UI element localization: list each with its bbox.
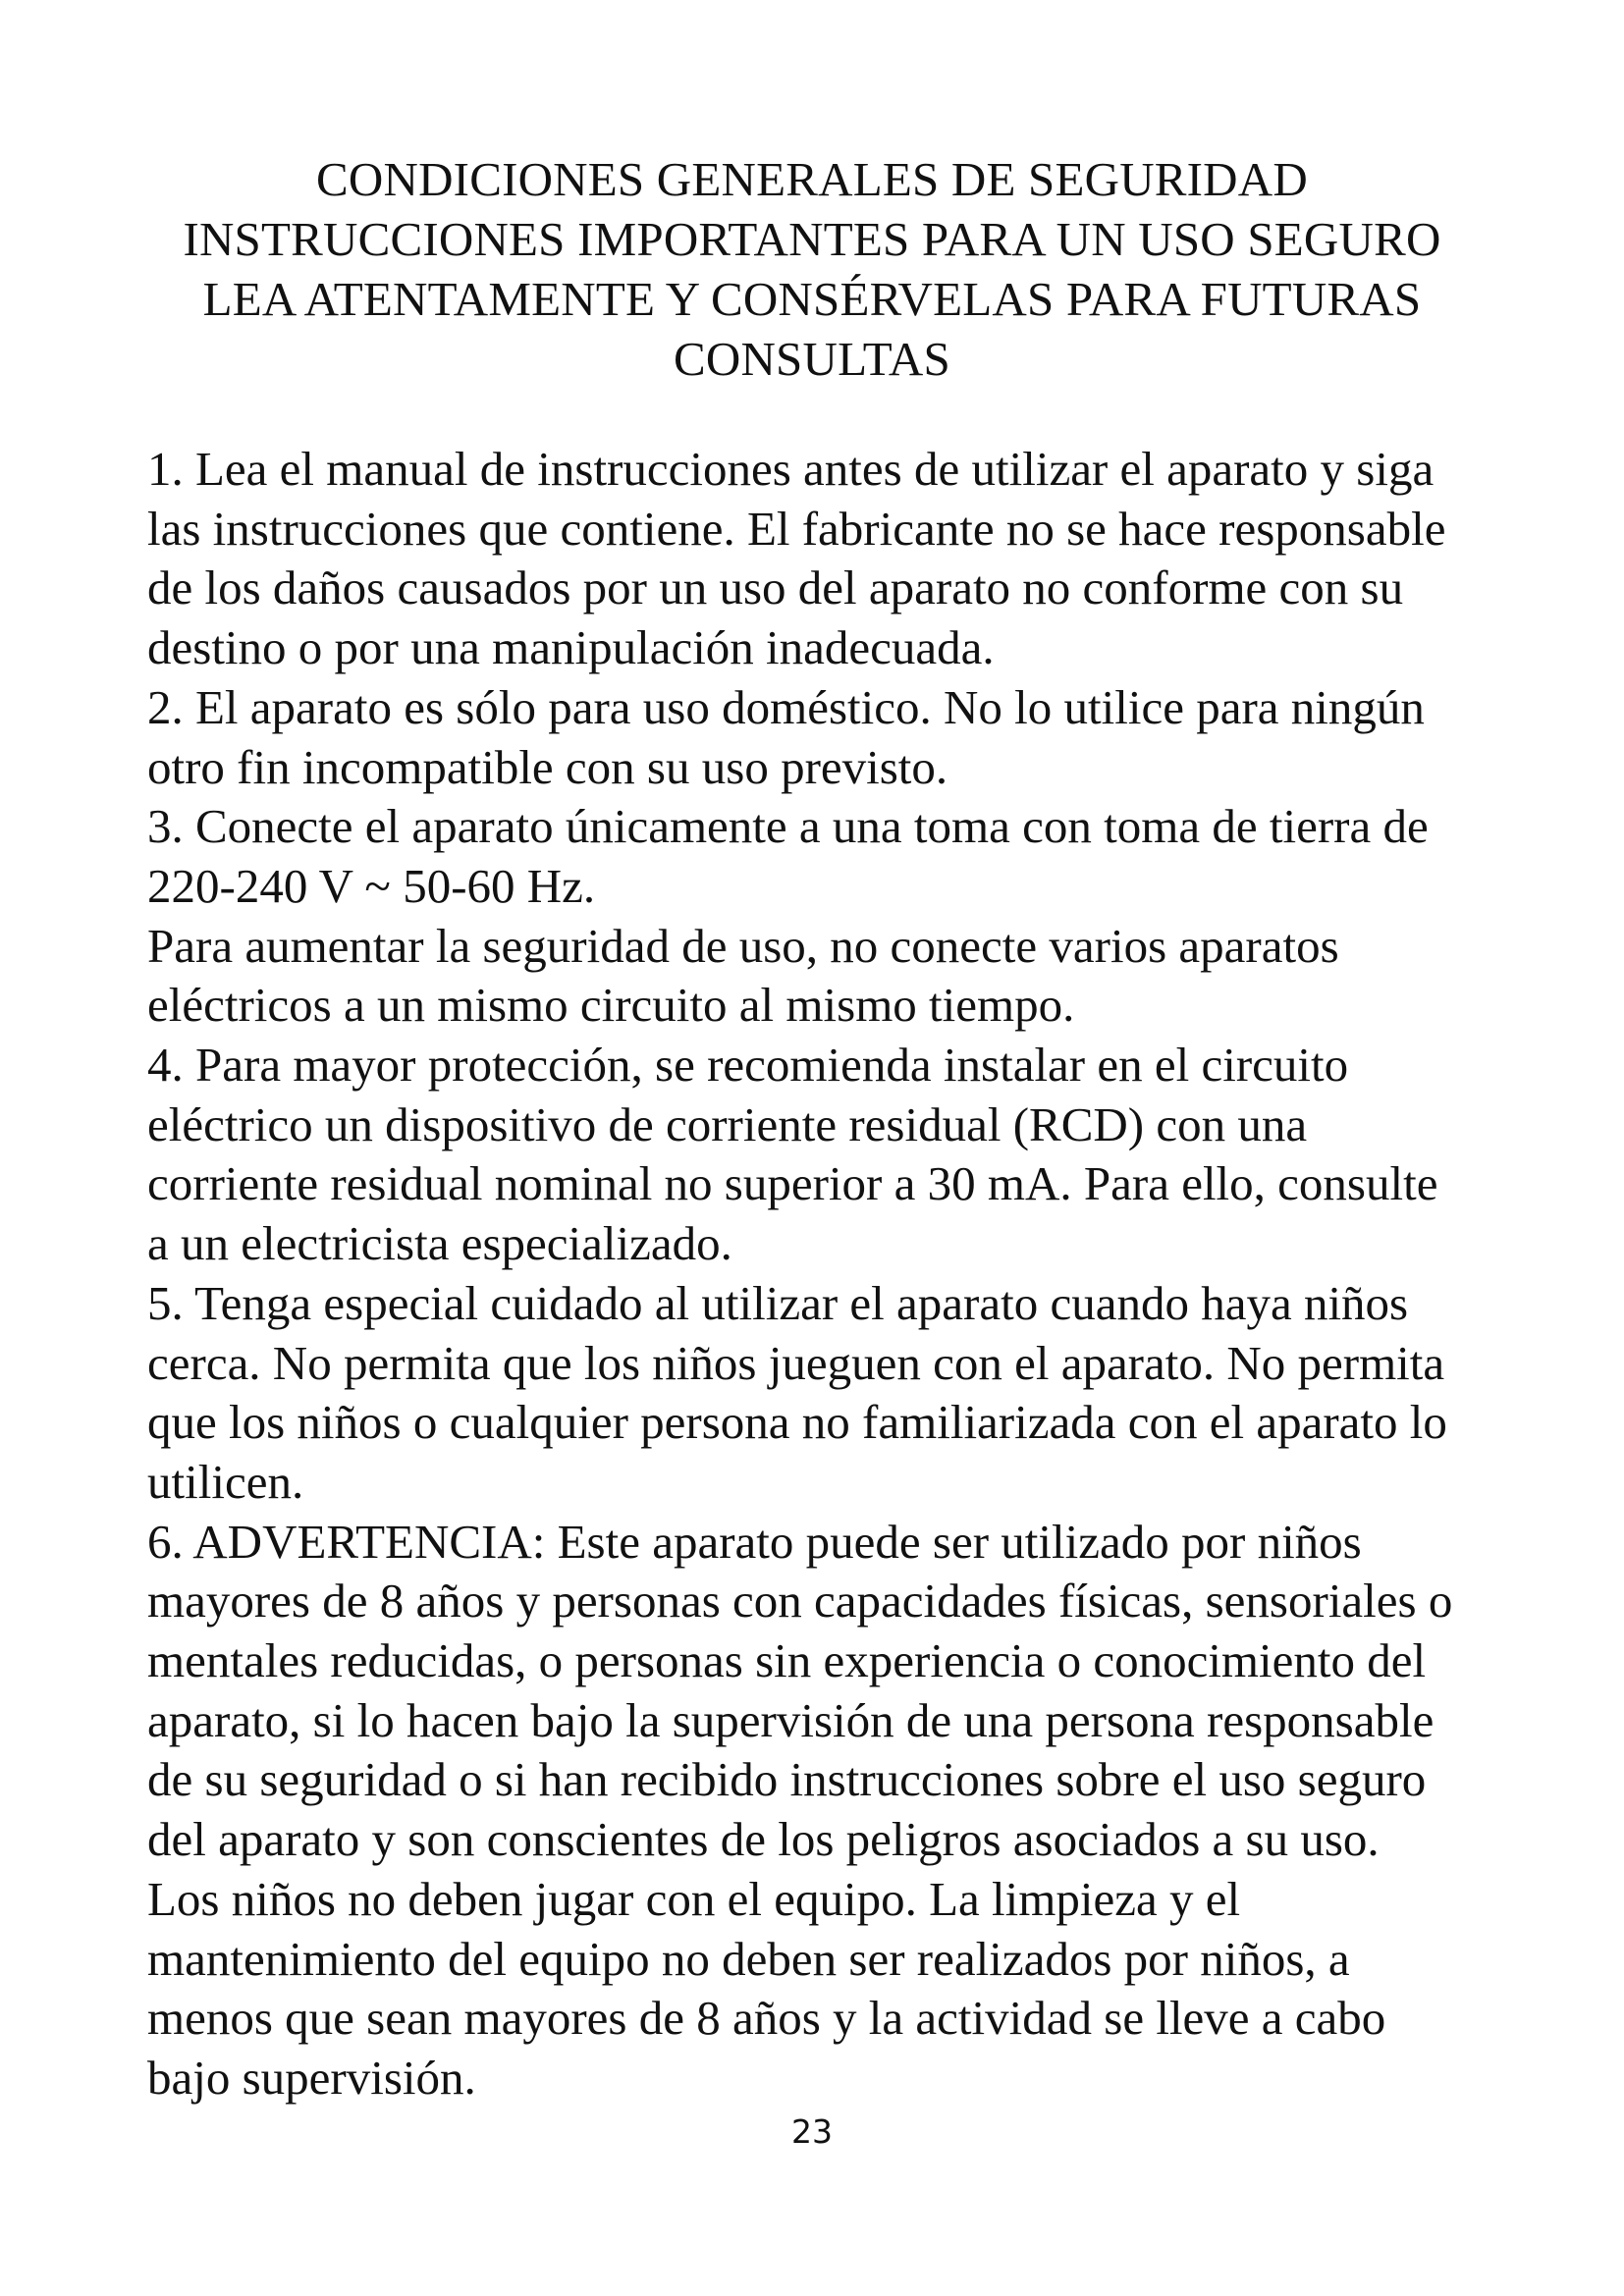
instruction-line: eléctrico un dispositivo de corriente residual (RCD) con una — [147, 1096, 1308, 1151]
instruction-line: que los niños o cualquier persona no familiarizada con el aparato lo — [147, 1395, 1447, 1450]
instruction-line: 2. El aparato es sólo para uso doméstico. No lo utilice para ningún — [147, 679, 1425, 734]
instruction-line: corriente residual nominal no superior a 30 mA. Para ello, consulte — [147, 1156, 1438, 1211]
instruction-line: 5. Tenga especial cuidado al utilizar el aparato cuando haya niños — [147, 1275, 1409, 1330]
instruction-line: cerca. No permita que los niños jueguen con el aparato. No permita — [147, 1335, 1445, 1390]
instruction-line: mayores de 8 años y personas con capacidades físicas, sensoriales o — [147, 1574, 1453, 1629]
header-line: INSTRUCCIONES IMPORTANTES PARA UN USO SEGURO — [183, 212, 1441, 266]
instruction-line: a un electricista especializado. — [147, 1216, 732, 1271]
instruction-line: 1. Lea el manual de instrucciones antes de utilizar el aparato y siga — [147, 442, 1435, 496]
instruction-line: eléctricos a un mismo circuito al mismo tiempo. — [147, 978, 1075, 1033]
page-number: 23 — [791, 2112, 833, 2151]
header-line: CONDICIONES GENERALES DE SEGURIDAD — [316, 152, 1308, 206]
instruction-line: de su seguridad o si han recibido instrucciones sobre el uso seguro — [147, 1752, 1427, 1807]
instruction-line: las instrucciones que contiene. El fabricante no se hace responsable — [147, 501, 1446, 556]
instruction-line: Los niños no deben jugar con el equipo. La limpieza y el — [147, 1871, 1241, 1926]
safety-instructions-body — [147, 440, 1542, 2109]
instruction-line: 3. Conecte el aparato únicamente a una toma con toma de tierra de — [147, 799, 1429, 854]
instruction-line: 4. Para mayor protección, se recomienda instalar en el circuito — [147, 1038, 1349, 1093]
instruction-line: aparato, si lo hacen bajo la supervisión de una persona responsable — [147, 1692, 1435, 1747]
header-line: CONSULTAS — [674, 332, 950, 386]
instruction-line: otro fin incompatible con su uso previsto. — [147, 739, 948, 794]
safety-header — [147, 149, 1477, 389]
instruction-line: menos que sean mayores de 8 años y la actividad se lleve a cabo — [147, 1991, 1386, 2046]
header-line: LEA ATENTAMENTE Y CONSÉRVELAS PARA FUTURAS — [202, 272, 1422, 326]
instruction-line: mantenimiento del equipo no deben ser realizados por niños, a — [147, 1931, 1350, 1986]
instruction-line: 220-240 V ~ 50-60 Hz. — [147, 858, 596, 913]
instruction-line: de los daños causados por un uso del aparato no conforme con su — [147, 561, 1404, 615]
instruction-line: destino o por una manipulación inadecuada. — [147, 620, 995, 675]
instruction-line: del aparato y son conscientes de los peligros asociados a su uso. — [147, 1812, 1380, 1867]
instruction-line: 6. ADVERTENCIA: Este aparato puede ser utilizado por niños — [147, 1514, 1362, 1569]
instruction-line: Para aumentar la seguridad de uso, no conecte varios aparatos — [147, 918, 1339, 973]
instruction-line: utilicen. — [147, 1454, 304, 1509]
instruction-line: bajo supervisión. — [147, 2050, 476, 2105]
instruction-line: mentales reducidas, o personas sin experiencia o conocimiento del — [147, 1633, 1427, 1688]
